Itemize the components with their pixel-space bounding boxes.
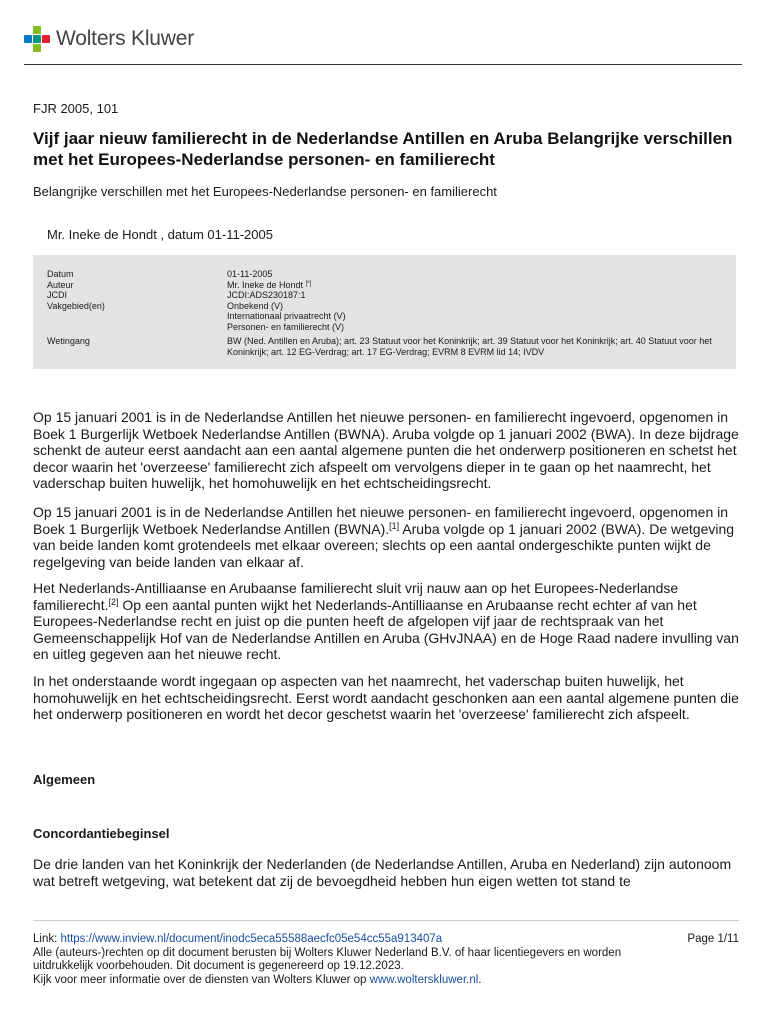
body-paragraph: In het onderstaande wordt ingegaan op aspecten van het naamrecht, het vaderschap buiten huwelijk, het homohuwelijk en het echtscheidingsrecht. Eerst wordt aandacht geschonken aan een aantal algemene punten die het onderwerp positioneren en wordt het decor geschetst waarin het 'overzeese' familierecht zich afspeelt.: [33, 673, 739, 723]
logo-mark-icon: [24, 26, 50, 52]
page-footer: [33, 933, 739, 987]
metadata-value: Onbekend (V): [227, 300, 284, 311]
author-date-line: Mr. Ineke de Hondt , datum 01-11-2005: [47, 227, 273, 242]
metadata-key: JCDI: [47, 290, 67, 300]
source-reference: FJR 2005, 101: [33, 101, 119, 116]
footer-link-label: Link:: [33, 933, 61, 945]
footer-period: .: [478, 973, 482, 986]
body-paragraph: [33, 504, 741, 570]
section-heading: Algemeen: [33, 772, 96, 787]
page-number: Page 1/11: [687, 933, 739, 945]
footer-divider: [33, 920, 739, 921]
metadata-box: [33, 255, 736, 369]
page-header: [24, 24, 742, 65]
footer-link-line: [33, 933, 739, 947]
body-paragraph: Op 15 januari 2001 is in de Nederlandse Antillen het nieuwe personen- en familierecht ingevoerd, opgenomen in Boek 1 Burgerlijk Wetboek Nederlandse Antillen (BWNA). Aruba volgde op 1 januari 2002 (BWA). In deze bijdrage schenkt de auteur eerst aandacht aan een aantal algemene punten die het onderwerp positioneren en schetst het decor waarin het 'overzeese' familierecht zich afspeelt om vervolgens dieper in te gaan op het naamrecht, het vaderschap buiten huwelijk, het homohuwelijk en het echtscheidingsrecht.: [33, 409, 739, 492]
body-paragraph: [33, 580, 741, 663]
metadata-key: Auteur: [47, 279, 74, 290]
metadata-value: Mr. Ineke de Hondt: [227, 279, 304, 290]
metadata-value: Personen- en familierecht (V): [227, 321, 345, 332]
document-link[interactable]: https://www.inview.nl/document/inodc5eca55588aecfc05e54cc55a913407a: [60, 933, 443, 945]
paragraph-text: Op een aantal punten wijkt het Nederlands-Antilliaanse en Arubaanse recht echter af van het Europees-Nederlandse recht en juist op die punten heeft de afgelopen vijf jaar de rechtspraak van het Gemeenschappelijk Hof van de Nederlandse Antillen en Aruba (GHvJNAA) en de Hoge Raad nadere invulling van en uitleg gegeven aan het nieuwe recht.: [33, 596, 739, 663]
metadata-value-wrap: [227, 280, 717, 291]
footnote-ref[interactable]: [*]: [305, 280, 312, 287]
metadata-key: Datum: [47, 269, 74, 279]
metadata-key: Vakgebied(en): [47, 300, 105, 311]
paragraph-text: Het Nederlands-Antilliaanse en Arubaanse familierecht sluit vrij nauw aan op het Europees-Nederlandse familierecht.: [33, 580, 679, 613]
metadata-value: BW (Ned. Antillen en Aruba); art. 23 Statuut voor het Koninkrijk; art. 39 Statuut voor het Koninkrijk; art. 40 Statuut voor het Koninkrijk; art. 12 EG-Verdrag; art. 17 EG-Verdrag; EVRM 8 EVRM lid 14; IVDV: [227, 336, 712, 357]
paragraph-text: Op 15 januari 2001 is in de Nederlandse Antillen het nieuwe personen- en familierecht ingevoerd, opgenomen in Boek 1 Burgerlijk Wetboek Nederlandse Antillen (BWNA).: [33, 504, 729, 537]
metadata-value: 01-11-2005: [227, 269, 273, 279]
body-paragraph: De drie landen van het Koninkrijk der Nederlanden (de Nederlandse Antillen, Aruba en Nederland) zijn autonoom wat betreft wetgeving, wat betekent dat zij de bevoegdheid hebben hun eigen wetten tot stand te: [33, 856, 732, 889]
footnote-ref[interactable]: [2]: [108, 596, 119, 607]
footer-info-line: [33, 974, 739, 988]
section-heading: Concordantiebeginsel: [33, 826, 170, 841]
logo-text: Wolters Kluwer: [56, 27, 195, 50]
footer-rights: Alle (auteurs-)rechten op dit document berusten bij Wolters Kluwer Nederland B.V. of haar licentiegevers en worden uitdrukkelijk voorbehouden. Dit document is gegenereerd op 19.12.2023.: [33, 946, 622, 972]
document-subtitle: Belangrijke verschillen met het Europees-Nederlandse personen- en familierecht: [33, 184, 497, 199]
metadata-value: JCDI:ADS230187:1: [227, 290, 306, 300]
metadata-value: Internationaal privaatrecht (V): [227, 311, 346, 321]
document-title: Vijf jaar nieuw familierecht in de Nederlandse Antillen en Aruba Belangrijke verschillen met het Europees-Nederlandse personen- en familierecht: [33, 129, 733, 169]
footnote-ref[interactable]: [1]: [389, 520, 400, 531]
wolterskluwer-link[interactable]: www.wolterskluwer.nl: [369, 973, 479, 986]
paragraph-text: Aruba volgde op 1 januari 2002 (BWA). De wetgeving van beide landen komt grotendeels met elkaar overeen; slechts op een aantal ondergeschikte punten wijkt de regelgeving van beide landen van elkaar af.: [33, 520, 735, 570]
metadata-key: Wetingang: [47, 336, 90, 346]
wolters-kluwer-logo: [24, 26, 194, 52]
footer-info-text: Kijk voor meer informatie over de diensten van Wolters Kluwer op: [33, 973, 370, 986]
